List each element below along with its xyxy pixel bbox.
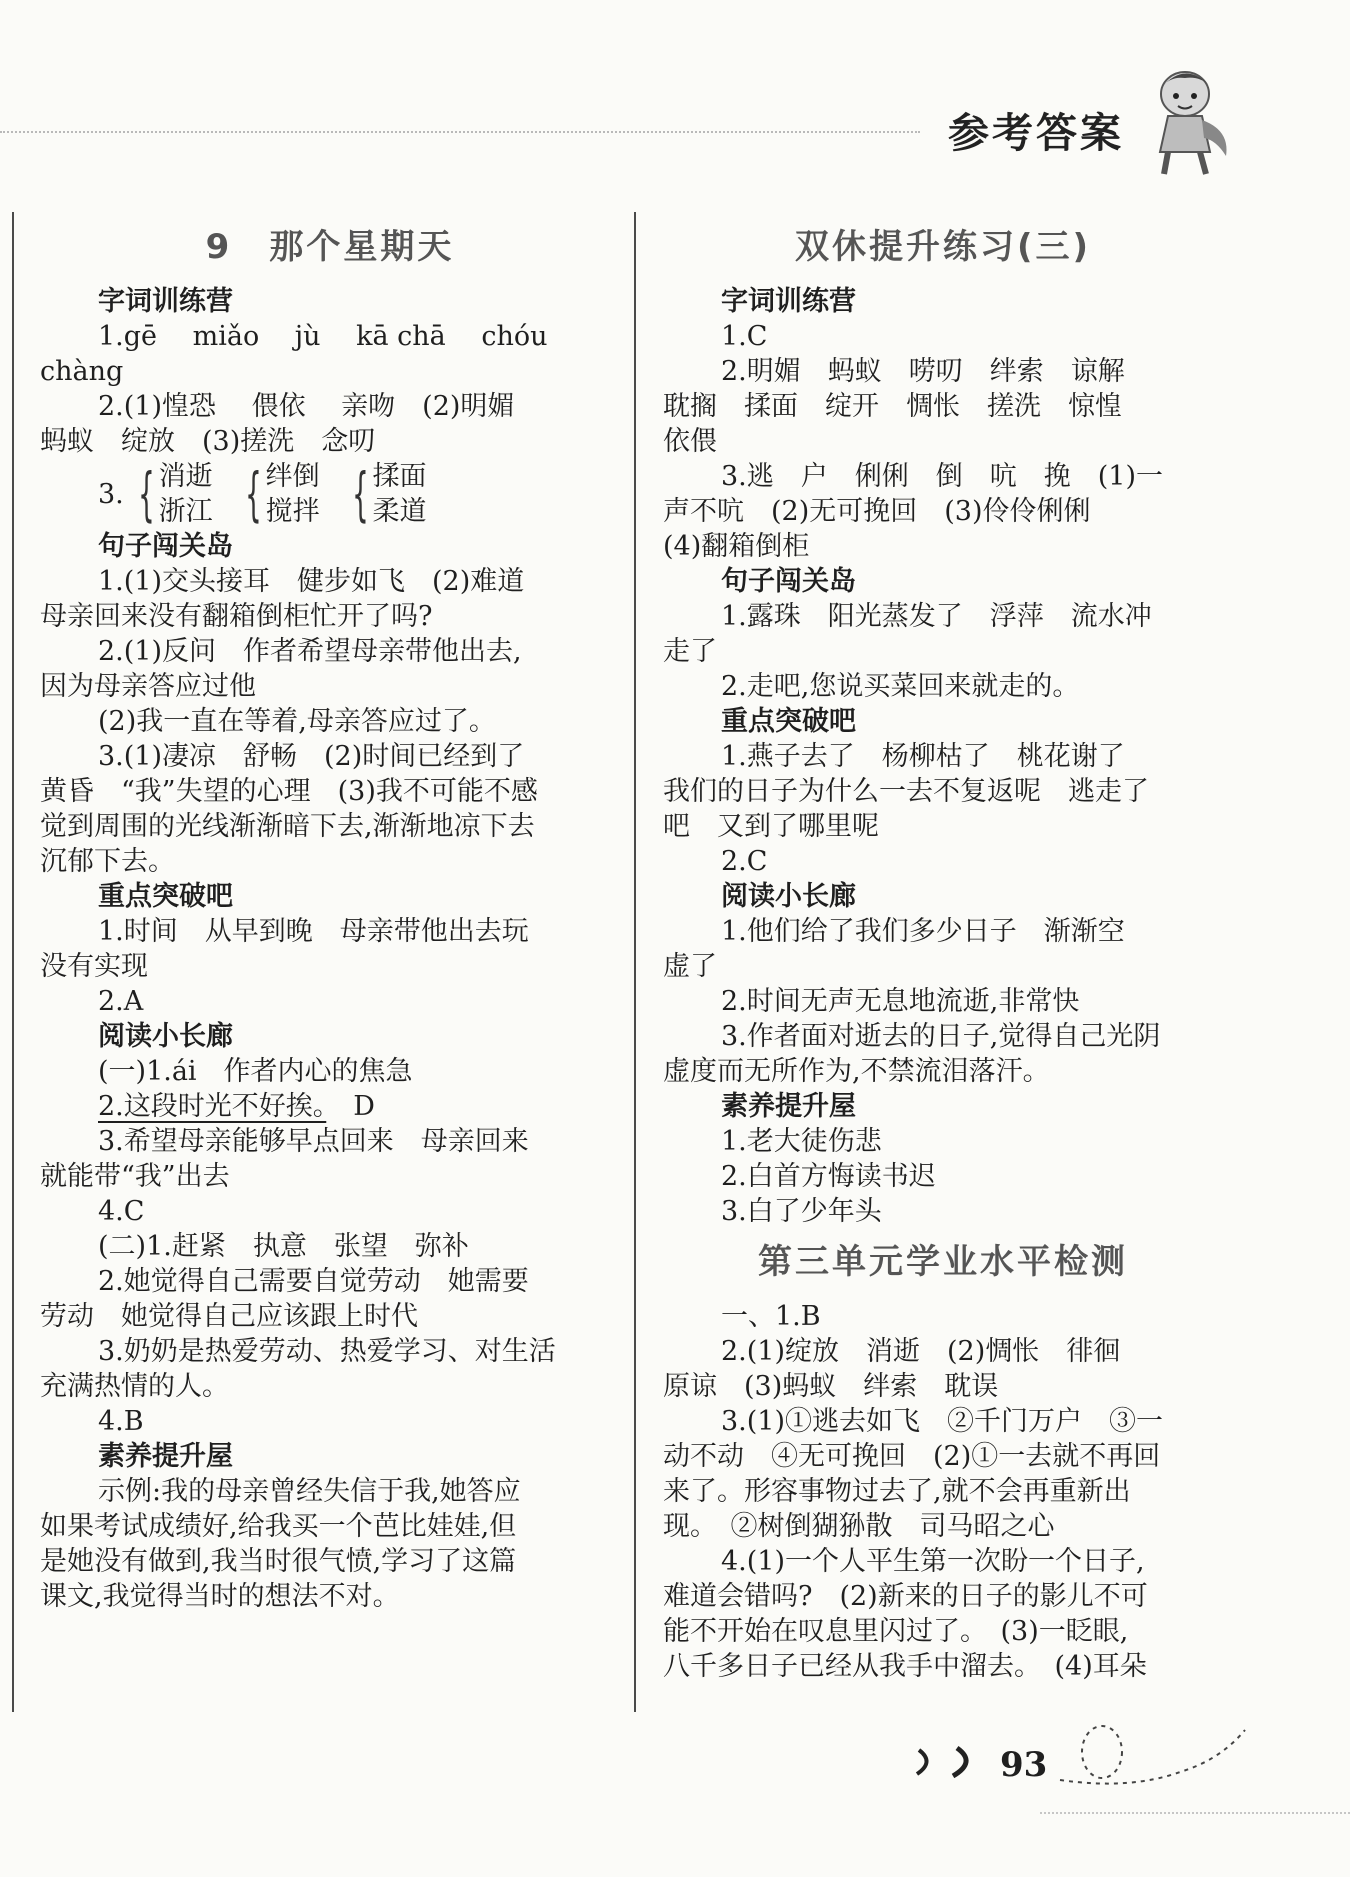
- answer-line: 耽搁 揉面 绽开 惆怅 搓洗 惊惶: [663, 391, 1122, 422]
- footer-dotted-rule: [1040, 1812, 1350, 1814]
- answer-line: 觉到周围的光线渐渐暗下去,渐渐地凉下去: [40, 811, 535, 842]
- section-heading: 句子闯关岛: [98, 531, 233, 562]
- answer-line: 3.(1)①逃去如飞 ②千门万户 ③一: [721, 1406, 1164, 1437]
- mascot-illustration: [1130, 60, 1240, 180]
- answer-line: 3.逃 户 俐俐 倒 吭 挽 (1)一: [721, 461, 1164, 492]
- brace-icon: {: [137, 460, 155, 528]
- answer-line: 沉郁下去。: [40, 846, 175, 877]
- section-heading: 素养提升屋: [98, 1441, 233, 1472]
- answer-line: 1.燕子去了 杨柳枯了 桃花谢了: [721, 741, 1125, 772]
- answer-line: 虚了: [663, 951, 717, 982]
- answer-line: 如果考试成绩好,给我买一个芭比娃娃,但: [40, 1511, 517, 1542]
- answer-line: 1.时间 从早到晚 母亲带他出去玩: [98, 916, 529, 947]
- answer-line: 3.(1)凄凉 舒畅 (2)时间已经到了: [98, 741, 525, 772]
- brace-word: 消逝: [158, 461, 213, 492]
- answer-line: 4.C: [98, 1196, 145, 1227]
- answer-line: 2.A: [98, 986, 144, 1017]
- answer-line: 劳动 她觉得自己应该跟上时代: [40, 1301, 418, 1332]
- answer-line: 动不动 ④无可挽回 (2)①一去就不再回: [663, 1441, 1161, 1472]
- answer-line: 现。 ②树倒猢狲散 司马昭之心: [663, 1511, 1055, 1542]
- section-heading: 字词训练营: [721, 286, 856, 317]
- answer-choice: D: [326, 1091, 375, 1122]
- brace-group: [342, 459, 427, 529]
- section-heading: 素养提升屋: [721, 1091, 856, 1122]
- answer-line: 能不开始在叹息里闪过了。 (3)一眨眼,: [663, 1616, 1129, 1647]
- dotted-swirl-decoration: [1040, 1720, 1250, 1790]
- lesson-title: 9 那个星期天: [205, 227, 455, 267]
- brace-word: 搅拌: [265, 496, 320, 527]
- section-heading: 句子闯关岛: [721, 566, 856, 597]
- section-heading: 阅读小长廊: [98, 1021, 233, 1052]
- answer-line: 我们的日子为什么一去不复返呢 逃走了: [663, 776, 1149, 807]
- brace-icon: {: [351, 460, 369, 528]
- answer-line: 来了。形容事物过去了,就不会再重新出: [663, 1476, 1131, 1507]
- answer-line: 2.时间无声无息地流逝,非常快: [721, 986, 1080, 1017]
- section-heading: 重点突破吧: [98, 881, 233, 912]
- answer-line: 吧 又到了哪里呢: [663, 811, 879, 842]
- answer-line: 2.明媚 蚂蚁 唠叨 绊索 谅解: [721, 356, 1125, 387]
- answer-line: 1.他们给了我们多少日子 渐渐空: [721, 916, 1125, 947]
- answer-line: 3.作者面对逝去的日子,觉得自己光阴: [721, 1021, 1161, 1052]
- answer-line: 八千多日子已经从我手中溜去。 (4)耳朵: [663, 1651, 1147, 1682]
- answer-line: 3.希望母亲能够早点回来 母亲回来: [98, 1126, 529, 1157]
- answer-line: 示例:我的母亲曾经失信于我,她答应: [98, 1476, 521, 1507]
- section-heading: 阅读小长廊: [721, 881, 856, 912]
- answer-line: 2.走吧,您说买菜回来就走的。: [721, 671, 1080, 702]
- answer-line: 2.白首方悔读书迟: [721, 1161, 936, 1192]
- answer-line: 充满热情的人。: [40, 1371, 229, 1402]
- page-number: 93: [1000, 1745, 1048, 1785]
- answer-line: 虚度而无所作为,不禁流泪落汗。: [663, 1056, 1050, 1087]
- brace-word: 柔道: [372, 496, 427, 527]
- answer-line: 母亲回来没有翻箱倒柜忙开了吗?: [40, 601, 433, 632]
- answer-line: 2.C: [721, 846, 768, 877]
- crescent-moon-icon: [905, 1742, 995, 1782]
- exercise-title: 双休提升练习(三): [794, 227, 1092, 267]
- answer-line: 一、1.B: [721, 1301, 821, 1332]
- answer-line: (二)1.赶紧 执意 张望 弥补: [98, 1231, 469, 1262]
- left-column: [40, 214, 620, 1614]
- answer-line: chàng: [40, 356, 124, 387]
- answer-line: 原谅 (3)蚂蚁 绊索 耽误: [663, 1371, 999, 1402]
- answer-line: 黄昏 “我”失望的心理 (3)我不可能不感: [40, 776, 538, 807]
- page-header-title: 参考答案: [948, 109, 1124, 157]
- answer-line: 2.(1)反问 作者希望母亲带他出去,: [98, 636, 522, 667]
- answer-line: 走了: [663, 636, 717, 667]
- brace-group-row: [40, 459, 620, 529]
- answer-line: 1.老大徒伤悲: [721, 1126, 882, 1157]
- answer-line: 依偎: [663, 426, 717, 457]
- underlined-answer: 2.这段时光不好挨。: [98, 1091, 327, 1122]
- answer-line: (4)翻箱倒柜: [663, 531, 810, 562]
- answer-line: 1.C: [721, 321, 768, 352]
- brace-icon: {: [244, 460, 262, 528]
- brace-group: [128, 459, 213, 529]
- answer-line: 难道会错吗? (2)新来的日子的影儿不可: [663, 1581, 1148, 1612]
- question-number: 3.: [98, 478, 124, 510]
- answer-line: 没有实现: [40, 951, 148, 982]
- brace-word: 揉面: [372, 461, 427, 492]
- answer-line: 就能带“我”出去: [40, 1161, 230, 1192]
- brace-word: 绊倒: [265, 461, 320, 492]
- unit-test-title: 第三单元学业水平检测: [758, 1242, 1128, 1282]
- answer-line: 3.奶奶是热爱劳动、热爱学习、对生活: [98, 1336, 556, 1367]
- answer-line: 是她没有做到,我当时很气愤,学习了这篇: [40, 1546, 517, 1577]
- answer-line: 2.她觉得自己需要自觉劳动 她需要: [98, 1266, 529, 1297]
- answer-line: 蚂蚁 绽放 (3)搓洗 念叨: [40, 426, 376, 457]
- answer-line: [40, 1089, 620, 1124]
- answer-line: 课文,我觉得当时的想法不对。: [40, 1581, 400, 1612]
- answer-line: 声不吭 (2)无可挽回 (3)伶伶俐俐: [663, 496, 1091, 527]
- column-divider: [634, 212, 636, 1712]
- brace-group: [235, 459, 320, 529]
- answer-line: 1.(1)交头接耳 健步如飞 (2)难道: [98, 566, 525, 597]
- answer-line: 1.露珠 阳光蒸发了 浮萍 流水冲: [721, 601, 1152, 632]
- section-heading: 字词训练营: [98, 286, 233, 317]
- answer-line: 4.B: [98, 1406, 144, 1437]
- answer-line: (2)我一直在等着,母亲答应过了。: [98, 706, 496, 737]
- answer-line: 因为母亲答应过他: [40, 671, 256, 702]
- left-margin-rule: [12, 212, 14, 1712]
- answer-line: (一)1.ái 作者内心的焦急: [98, 1056, 413, 1087]
- answer-line: 1.gē miǎo jù kā chā chóu: [98, 321, 548, 352]
- answer-line: 2.(1)惶恐 偎依 亲吻 (2)明媚: [98, 391, 515, 422]
- answer-line: 3.白了少年头: [721, 1196, 882, 1227]
- header-dotted-rule: [0, 131, 920, 133]
- section-heading: 重点突破吧: [721, 706, 856, 737]
- right-column: [663, 214, 1223, 1684]
- answer-line: 4.(1)一个人平生第一次盼一个日子,: [721, 1546, 1145, 1577]
- brace-word: 浙江: [158, 496, 213, 527]
- answer-line: 2.(1)绽放 消逝 (2)惆怅 徘徊: [721, 1336, 1121, 1367]
